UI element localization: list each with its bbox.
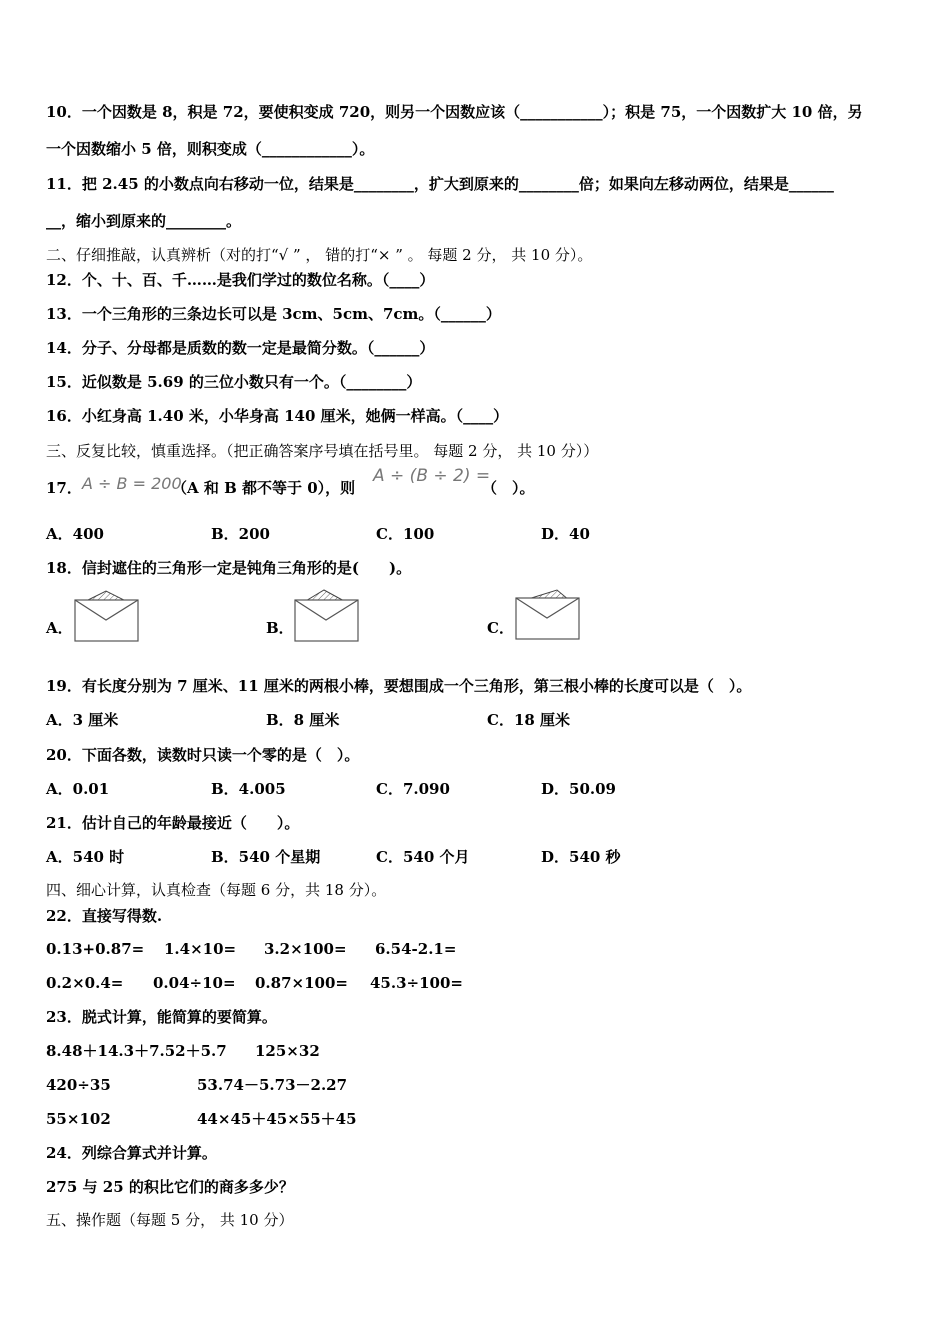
question-23: 23．脱式计算，能简算的要简算。 — [46, 1008, 277, 1026]
question-15: 15．近似数是 5.69 的三位小数只有一个。（________） — [46, 373, 422, 391]
question-16: 16．小红身高 1.40 米，小华身高 140 厘米，她俩一样高。（____） — [46, 407, 509, 425]
q21-option-a: A．540 时 — [46, 848, 125, 866]
q17-option-a: A．400 — [46, 525, 104, 543]
section-2-heading: 二、仔细推敲，认真辨析（对的打“√ ” ， 错的打“× ” 。 每题 2 分， 共 10 分）。 — [46, 246, 593, 264]
question-22: 22．直接写得数. — [46, 907, 163, 925]
q23-item: 420÷35 — [46, 1076, 111, 1094]
question-12: 12．个、十、百、千……是我们学过的数位名称。（____） — [46, 271, 435, 289]
q18-option-c: C． — [487, 619, 514, 637]
section-4-heading: 四、细心计算，认真检查（每题 6 分，共 18 分）。 — [46, 881, 387, 899]
q18-envelope-c-image — [511, 586, 583, 642]
question-11-line1: 11．把 2.45 的小数点向右移动一位，结果是________，扩大到原来的________倍；如果向左移动两位，结果是______ — [46, 175, 834, 193]
q20-option-d: D．50.09 — [541, 780, 616, 798]
q22-item: 6.54-2.1= — [375, 940, 457, 958]
q19-option-a: A．3 厘米 — [46, 711, 119, 729]
q21-option-c: C．540 个月 — [376, 848, 470, 866]
q20-option-a: A．0.01 — [46, 780, 110, 798]
q19-option-b: B．8 厘米 — [266, 711, 340, 729]
q23-item: 44×45＋45×55＋45 — [197, 1110, 357, 1128]
q17-option-b: B．200 — [211, 525, 270, 543]
question-17-number: 17． — [46, 479, 82, 497]
question-17-expression-1: A ÷ B = 200 — [82, 474, 182, 493]
q21-option-b: B．540 个星期 — [211, 848, 321, 866]
q22-item: 0.13+0.87= — [46, 940, 145, 958]
q22-item: 0.87×100= — [255, 974, 348, 992]
q22-item: 3.2×100= — [264, 940, 347, 958]
section-5-heading: 五、操作题（每题 5 分， 共 10 分） — [46, 1211, 294, 1229]
q18-option-a: A． — [46, 619, 73, 637]
question-13: 13．一个三角形的三条边长可以是 3cm、5cm、7cm。（______） — [46, 305, 501, 323]
q18-option-b: B． — [266, 619, 294, 637]
q20-option-c: C．7.090 — [376, 780, 450, 798]
q21-option-d: D．540 秒 — [541, 848, 621, 866]
question-11-line2: __，缩小到原来的________。 — [46, 212, 242, 230]
q17-option-d: D．40 — [541, 525, 590, 543]
q19-option-c: C．18 厘米 — [487, 711, 571, 729]
q18-envelope-b-image — [290, 588, 362, 644]
question-24: 24．列综合算式并计算。 — [46, 1144, 217, 1162]
q18-envelope-a-image — [70, 588, 142, 644]
q23-item: 53.74－5.73－2.27 — [197, 1076, 348, 1094]
question-19: 19．有长度分别为 7 厘米、11 厘米的两根小棒，要想围成一个三角形，第三根小棒的长度可以是（ ）。 — [46, 677, 752, 695]
question-20: 20．下面各数，读数时只读一个零的是（ ）。 — [46, 746, 360, 764]
question-17-condition: （A 和 B 都不等于 0），则 — [172, 479, 356, 497]
q20-option-b: B．4.005 — [211, 780, 286, 798]
q17-option-c: C．100 — [376, 525, 435, 543]
section-3-heading: 三、反复比较，慎重选择。（把正确答案序号填在括号里。 每题 2 分， 共 10 分）） — [46, 442, 599, 460]
question-10-line1: 10．一个因数是 8，积是 72，要使积变成 720，则另一个因数应该（___________）；积是 75，一个因数扩大 10 倍，另 — [46, 103, 863, 121]
q22-item: 45.3÷100= — [370, 974, 463, 992]
question-10-line2: 一个因数缩小 5 倍，则积变成（____________）。 — [46, 140, 375, 158]
question-17-expression-2: A ÷ (B ÷ 2) = — [373, 466, 491, 486]
question-18: 18．信封遮住的三角形一定是钝角三角形的是( )。 — [46, 559, 412, 577]
q22-item: 1.4×10= — [164, 940, 237, 958]
q23-item: 55×102 — [46, 1110, 111, 1128]
question-14: 14．分子、分母都是质数的数一定是最简分数。（______） — [46, 339, 435, 357]
q22-item: 0.04÷10= — [153, 974, 236, 992]
q23-item: 8.48＋14.3＋7.52＋5.7 — [46, 1042, 227, 1060]
question-17-blank: （ ）。 — [482, 479, 535, 497]
q22-item: 0.2×0.4= — [46, 974, 124, 992]
question-24-text: 275 与 25 的积比它们的商多多少？ — [46, 1178, 294, 1196]
q23-item: 125×32 — [255, 1042, 320, 1060]
question-21: 21．估计自己的年龄最接近（ ）。 — [46, 814, 300, 832]
